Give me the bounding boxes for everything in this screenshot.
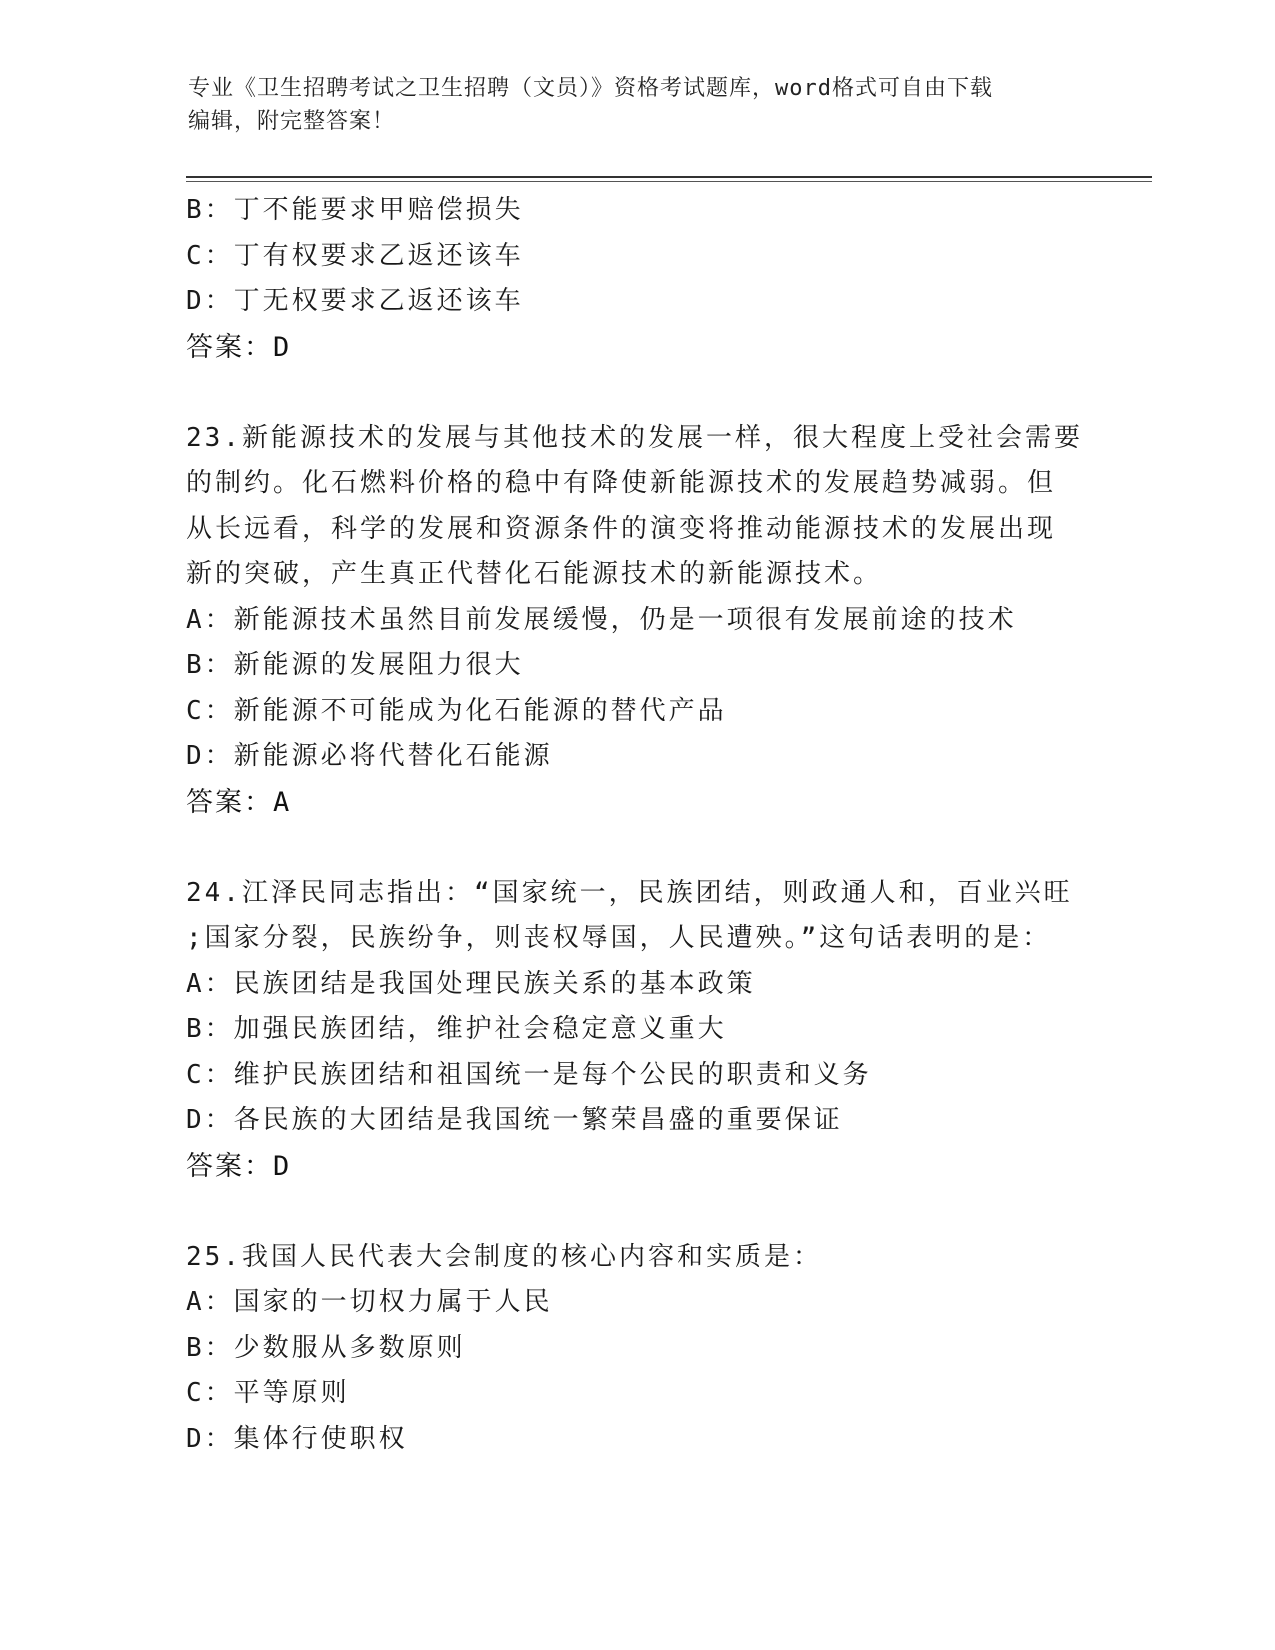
option-d: D：各民族的大团结是我国统一繁荣昌盛的重要保证	[186, 1105, 843, 1135]
header-divider	[186, 176, 1152, 178]
option-a: A：国家的一切权力属于人民	[186, 1287, 553, 1317]
option-b: B：丁不能要求甲赔偿损失	[186, 195, 524, 225]
answer-label: 答案：	[186, 1150, 273, 1182]
option-b: B：加强民族团结，维护社会稳定意义重大	[186, 1014, 727, 1044]
question-24	[186, 871, 1106, 1190]
answer-line	[186, 780, 1106, 826]
spacer	[186, 370, 1106, 416]
question-stem-line: 23.新能源技术的发展与其他技术的发展一样，很大程度上受社会需要	[186, 422, 1083, 453]
option-d: D：集体行使职权	[186, 1423, 408, 1454]
option-a: A：民族团结是我国处理民族关系的基本政策	[186, 968, 756, 999]
question-22	[186, 188, 1106, 370]
answer-label: 答案：	[186, 786, 273, 818]
answer-label: 答案：	[186, 331, 273, 363]
question-stem-line: ;国家分裂，民族纷争，则丧权辱国，人民遭殃。”这句话表明的是：	[186, 923, 1052, 953]
header-line-2: 编辑，附完整答案！	[188, 109, 396, 134]
question-stem-line: 24.江泽民同志指出：“国家统一，民族团结，则政通人和，百业兴旺	[186, 877, 1073, 908]
answer-value: D	[273, 331, 292, 363]
question-stem-line: 新的突破，产生真正代替化石能源技术的新能源技术。	[186, 559, 883, 589]
question-stem-line: 的制约。化石燃料价格的稳中有降使新能源技术的发展趋势减弱。但	[186, 468, 1057, 498]
option-c: C：平等原则	[186, 1378, 350, 1408]
question-content	[186, 188, 1106, 1462]
header-divider-thin	[186, 181, 1152, 182]
option-d: D：丁无权要求乙返还该车	[186, 286, 524, 316]
option-a: A：新能源技术虽然目前发展缓慢，仍是一项很有发展前途的技术	[186, 604, 1017, 635]
question-23	[186, 416, 1106, 826]
option-c: C：维护民族团结和祖国统一是每个公民的职责和义务	[186, 1059, 872, 1090]
question-25	[186, 1235, 1106, 1463]
spacer	[186, 825, 1106, 871]
answer-line	[186, 325, 1106, 371]
header-line-1: 专业《卫生招聘考试之卫生招聘（文员）》资格考试题库，word格式可自由下载	[188, 76, 993, 101]
question-stem-line: 从长远看，科学的发展和资源条件的演变将推动能源技术的发展出现	[186, 513, 1057, 544]
spacer	[186, 1189, 1106, 1235]
question-stem-line: 25.我国人民代表大会制度的核心内容和实质是：	[186, 1241, 822, 1272]
page-header	[188, 72, 1088, 138]
option-d: D：新能源必将代替化石能源	[186, 741, 553, 771]
option-b: B：少数服从多数原则	[186, 1332, 466, 1363]
answer-line	[186, 1144, 1106, 1190]
answer-value: A	[273, 786, 292, 818]
option-c: C：新能源不可能成为化石能源的替代产品	[186, 695, 727, 726]
answer-value: D	[273, 1150, 292, 1182]
option-c: C：丁有权要求乙返还该车	[186, 240, 524, 271]
option-b: B：新能源的发展阻力很大	[186, 650, 524, 680]
